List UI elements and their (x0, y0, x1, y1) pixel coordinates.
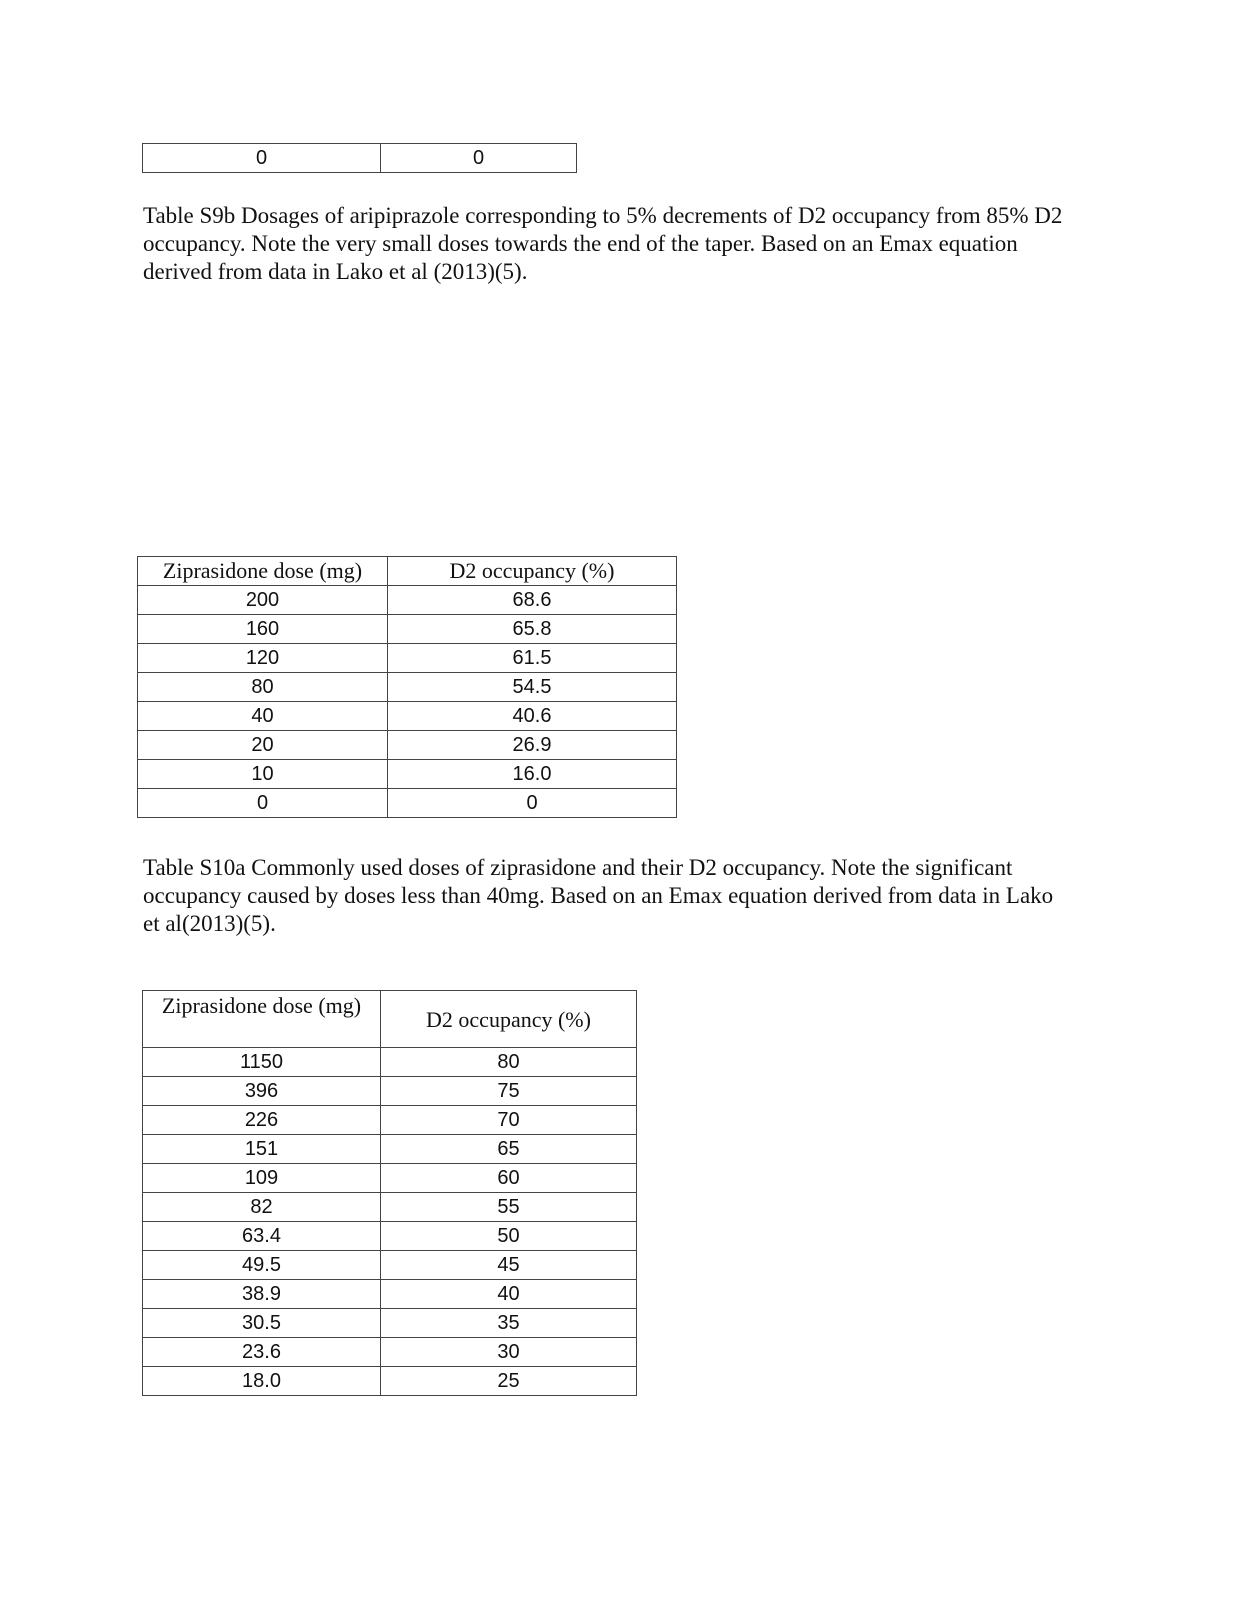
table-cell: 65.8 (388, 615, 677, 644)
table-cell: 65 (381, 1135, 637, 1164)
table-row (138, 760, 677, 789)
table-cell: 0 (388, 789, 677, 818)
table-row (143, 144, 577, 173)
table-row (143, 1280, 637, 1309)
table-s10a-caption: Table S10a Commonly used doses of ziprasidone and their D2 occupancy. Note the significant occupancy caused by doses less than 40mg. Based on an Emax equation derived from data in Lako et al(2013)(5). (143, 855, 1054, 936)
table-cell: 35 (381, 1309, 637, 1338)
table-header-row (138, 557, 677, 586)
table-cell: 0 (381, 144, 577, 173)
table-cell: 10 (138, 760, 388, 789)
table-cell: 30 (381, 1338, 637, 1367)
table-cell: 40.6 (388, 702, 677, 731)
table-row (138, 702, 677, 731)
table-cell: 200 (138, 586, 388, 615)
table-row (143, 1367, 637, 1396)
table-cell: 23.6 (143, 1338, 381, 1367)
table-cell: 120 (138, 644, 388, 673)
table-cell: 54.5 (388, 673, 677, 702)
table-cell: 40 (138, 702, 388, 731)
table-cell: 1150 (143, 1048, 381, 1077)
table-row (143, 1222, 637, 1251)
column-header-dose: Ziprasidone dose (mg) (143, 991, 381, 1048)
table-row (143, 1106, 637, 1135)
column-header-occupancy: D2 occupancy (%) (381, 991, 637, 1048)
table-cell: 63.4 (143, 1222, 381, 1251)
table-cell: 160 (138, 615, 388, 644)
table-cell: 396 (143, 1077, 381, 1106)
table-cell: 61.5 (388, 644, 677, 673)
table-cell: 20 (138, 731, 388, 760)
table-cell: 80 (138, 673, 388, 702)
table-cell: 80 (381, 1048, 637, 1077)
table-cell: 70 (381, 1106, 637, 1135)
table-row (138, 644, 677, 673)
table-cell: 151 (143, 1135, 381, 1164)
table-row (138, 789, 677, 818)
table-row (143, 1164, 637, 1193)
table-cell: 26.9 (388, 731, 677, 760)
table-row (138, 615, 677, 644)
table-row (143, 1338, 637, 1367)
table-row (143, 1048, 637, 1077)
table-cell: 49.5 (143, 1251, 381, 1280)
table-cell: 30.5 (143, 1309, 381, 1338)
aripiprazole-table-fragment (142, 143, 577, 173)
table-row (143, 1077, 637, 1106)
table-s9b-caption: Table S9b Dosages of aripiprazole corresponding to 5% decrements of D2 occupancy from 85% D2 occupancy. Note the very small doses towards the end of the taper. Based on an Emax equation derived from data in Lako et al (2013)(5). (143, 203, 1063, 284)
table-cell: 109 (143, 1164, 381, 1193)
table-row (143, 1251, 637, 1280)
table-cell: 68.6 (388, 586, 677, 615)
table-cell: 25 (381, 1367, 637, 1396)
table-cell: 45 (381, 1251, 637, 1280)
table-row (143, 1193, 637, 1222)
table-row (138, 586, 677, 615)
table-cell: 60 (381, 1164, 637, 1193)
table-header-row (143, 991, 637, 1048)
table-cell: 16.0 (388, 760, 677, 789)
ziprasidone-common-doses-table (137, 556, 677, 818)
ziprasidone-occupancy-doses-table (142, 990, 637, 1396)
table-cell: 0 (143, 144, 381, 173)
table-cell: 75 (381, 1077, 637, 1106)
table-cell: 40 (381, 1280, 637, 1309)
table-cell: 18.0 (143, 1367, 381, 1396)
table-row (138, 673, 677, 702)
table-row (143, 1309, 637, 1338)
table-cell: 38.9 (143, 1280, 381, 1309)
table-cell: 50 (381, 1222, 637, 1251)
column-header-dose: Ziprasidone dose (mg) (138, 557, 388, 586)
column-header-occupancy: D2 occupancy (%) (388, 557, 677, 586)
table-cell: 0 (138, 789, 388, 818)
table-cell: 82 (143, 1193, 381, 1222)
table-row (138, 731, 677, 760)
table-row (143, 1135, 637, 1164)
table-cell: 226 (143, 1106, 381, 1135)
table-cell: 55 (381, 1193, 637, 1222)
